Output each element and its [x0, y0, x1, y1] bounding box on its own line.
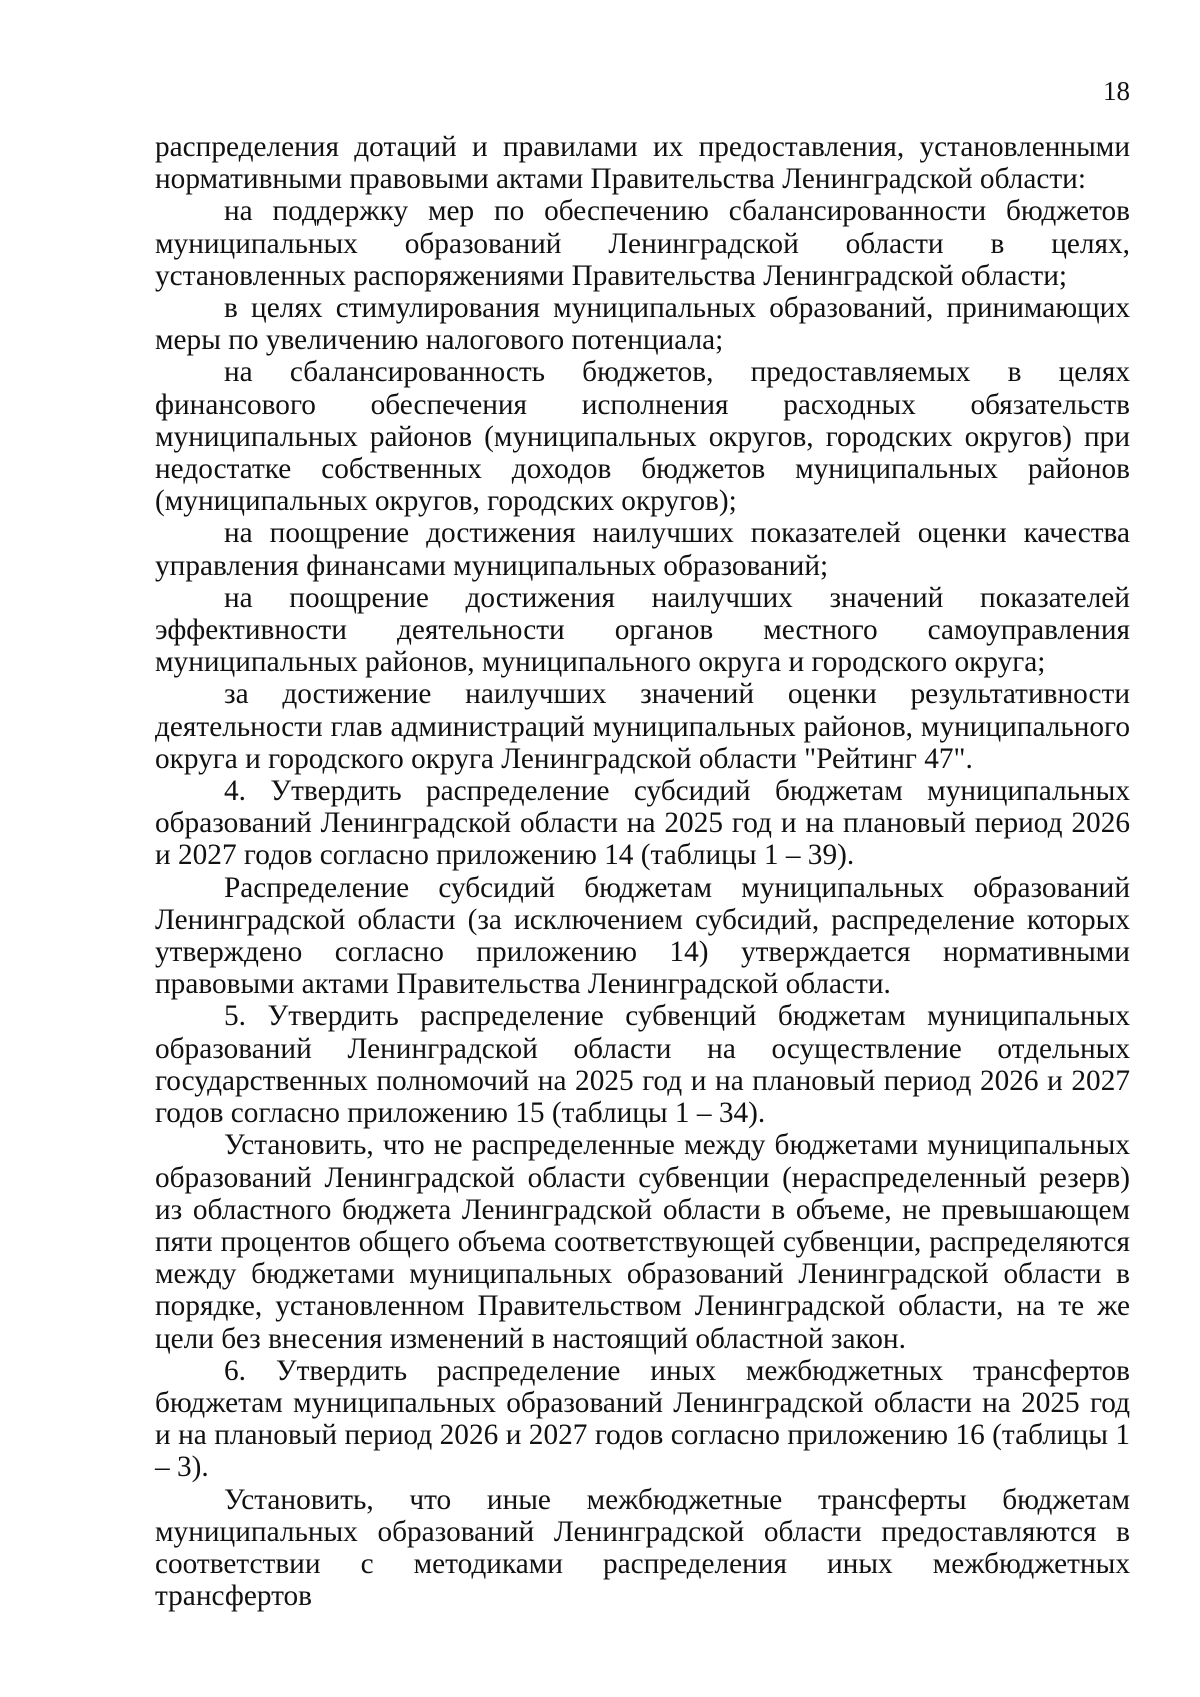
paragraph-6: на поощрение достижения наилучших значений показателей эффективности деятельности органов местного самоуправления муниципальных районов, муниципального округа и городского округа;	[155, 581, 1130, 679]
document-body	[155, 131, 1130, 1612]
paragraph-2: на поддержку мер по обеспечению сбалансированности бюджетов муниципальных образований Ленинградской области в целях, установленных распоряжениями Правительства Ленинградской области;	[155, 195, 1130, 292]
paragraph-11: Установить, что не распределенные между бюджетами муниципальных образований Ленинградской области субвенции (нераспределенный резерв) из областного бюджета Ленинградской области в объеме, не превышающем пяти процентов общего объема соответствующей субвенции, распределяются между бюджетами муниципальных образований Ленинградской области в порядке, установленном Правительством Ленинградской области, на те же цели без внесения изменений в настоящий областной закон.	[155, 1129, 1130, 1355]
paragraph-9: Распределение субсидий бюджетам муниципальных образований Ленинградской области (за исключением субсидий, распределение которых утверждено согласно приложению 14) утверждается нормативными правовыми актами Правительства Ленинградской области.	[155, 871, 1130, 1001]
page-number: 18	[1103, 76, 1130, 106]
paragraph-1: распределения дотаций и правилами их предоставления, установленными нормативными правовыми актами Правительства Ленинградской области:	[155, 131, 1130, 196]
paragraph-8: 4. Утвердить распределение субсидий бюджетам муниципальных образований Ленинградской области на 2025 год и на плановый период 2026 и 2027 годов согласно приложению 14 (таблицы 1 – 39).	[155, 775, 1130, 872]
paragraph-7: за достижение наилучших значений оценки результативности деятельности глав администраций муниципальных районов, муниципального округа и городского округа Ленинградской области "Рейтинг 47".	[155, 678, 1130, 775]
paragraph-5: на поощрение достижения наилучших показателей оценки качества управления финансами муниципальных образований;	[155, 517, 1130, 582]
paragraph-12: 6. Утвердить распределение иных межбюджетных трансфертов бюджетам муниципальных образований Ленинградской области на 2025 год и на плановый период 2026 и 2027 годов согласно приложению 16 (таблицы 1 – 3).	[155, 1354, 1130, 1484]
paragraph-4: на сбалансированность бюджетов, предоставляемых в целях финансового обеспечения исполнения расходных обязательств муниципальных районов (муниципальных округов, городских округов) при недостатке собственных доходов бюджетов муниципальных районов (муниципальных округов, городских округов);	[155, 356, 1130, 518]
paragraph-3: в целях стимулирования муниципальных образований, принимающих меры по увеличению налогового потенциала;	[155, 292, 1130, 357]
paragraph-13: Установить, что иные межбюджетные трансферты бюджетам муниципальных образований Ленинградской области предоставляются в соответствии с методиками распределения иных межбюджетных трансфертов	[155, 1483, 1130, 1613]
paragraph-10: 5. Утвердить распределение субвенций бюджетам муниципальных образований Ленинградской области на осуществление отдельных государственных полномочий на 2025 год и на плановый период 2026 и 2027 годов согласно приложению 15 (таблицы 1 – 34).	[155, 1000, 1130, 1130]
